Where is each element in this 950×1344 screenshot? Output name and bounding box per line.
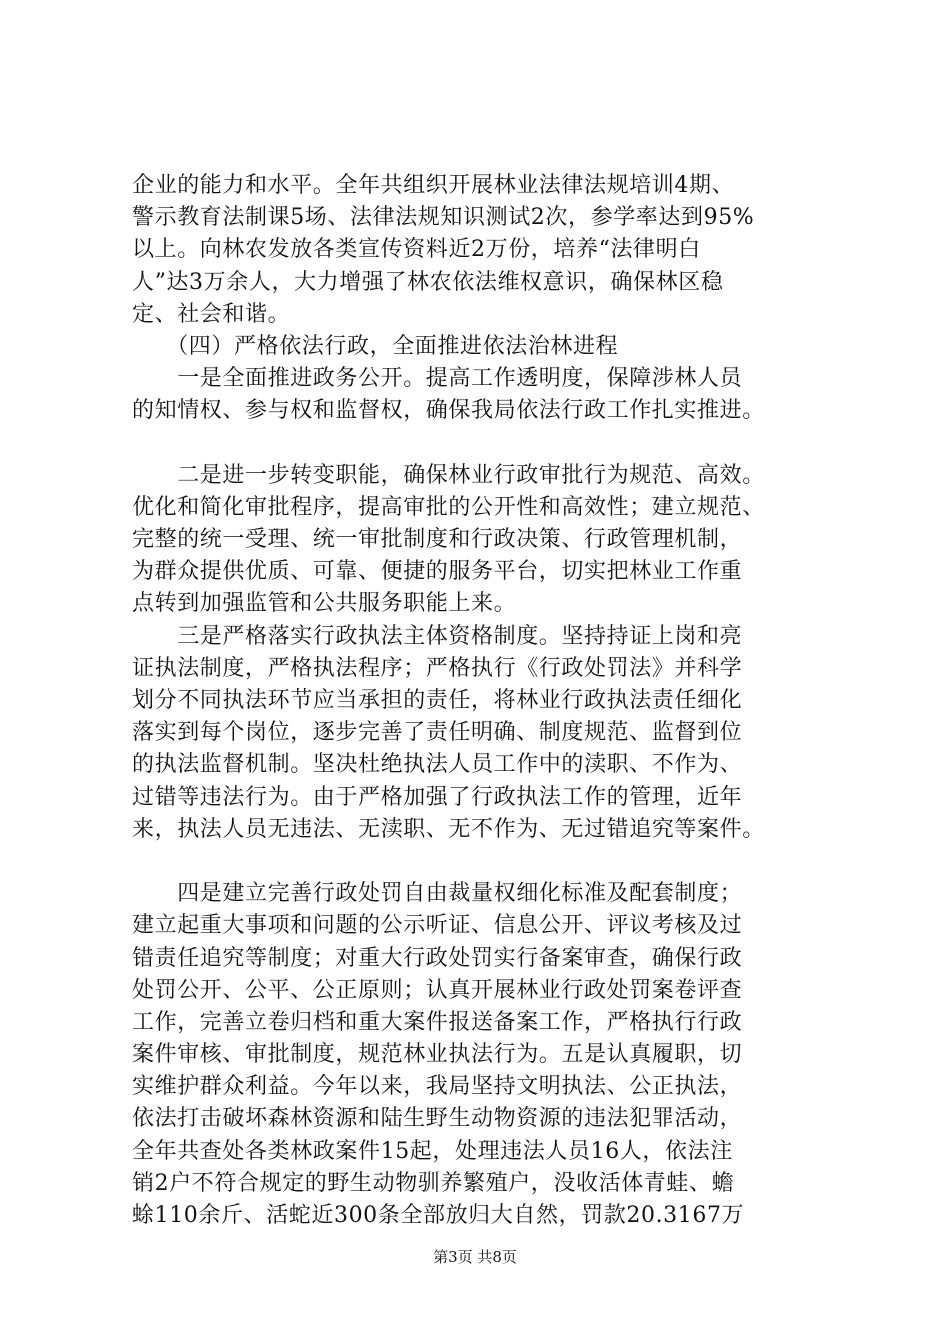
text-line: 完整的统一受理、统一审批制度和行政决策、行政管理机制，: [132, 527, 743, 553]
text-line: 一是全面推进政务公开。提高工作透明度，保障涉林人员: [132, 366, 743, 392]
text-line: 警示教育法制课5场、法律法规知识测试2次，参学率达到95%: [132, 205, 755, 231]
text-line: 优化和简化审批程序，提高审批的公开性和高效性；建立规范、: [132, 494, 765, 520]
text-line: 二是进一步转变职能，确保林业行政审批行为规范、高效。: [132, 462, 765, 488]
blank-line: [132, 428, 837, 460]
page-footer: [0, 1247, 950, 1267]
text-line: 错责任追究等制度；对重大行政处罚实行备案审查，确保行政: [132, 945, 743, 971]
text-line: 定、社会和谐。: [132, 301, 291, 327]
text-line: 的知情权、参与权和监督权，确保我局依法行政工作扎实推进。: [132, 398, 765, 424]
text-line: 蜍110余斤、活蛇近300条全部放归大自然，罚款20.3167万: [132, 1203, 745, 1228]
document-body: [132, 170, 837, 1232]
text-line: 依法打击破坏森林资源和陆生野生动物资源的违法犯罪活动，: [132, 1106, 743, 1132]
text-line: 为群众提供优质、可靠、便捷的服务平台，切实把林业工作重: [132, 559, 743, 585]
section-heading: （四）严格依法行政，全面推进依法治林进程: [132, 333, 619, 359]
text-line: 建立起重大事项和问题的公示听证、信息公开、评议考核及过: [132, 913, 743, 939]
text-line: 销2户不符合规定的野生动物驯养繁殖户，没收活体青蛙、蟾: [132, 1170, 735, 1196]
page-number: 第3页 共8页: [433, 1248, 517, 1266]
text-line: 实维护群众利益。今年以来，我局坚持文明执法、公正执法，: [132, 1074, 743, 1100]
text-line: 四是建立完善行政处罚自由裁量权细化标准及配套制度；: [132, 881, 743, 907]
text-line: 的执法监督机制。坚决杜绝执法人员工作中的渎职、不作为、: [132, 752, 743, 778]
text-line: 人”达3万余人，大力增强了林农依法维权意识，确保林区稳: [132, 269, 724, 295]
blank-line: [132, 846, 837, 878]
text-line: 证执法制度，严格执法程序；严格执行《行政处罚法》并科学: [132, 655, 743, 681]
text-line: 点转到加强监管和公共服务职能上来。: [132, 591, 517, 617]
text-line: 工作，完善立卷归档和重大案件报送备案工作，严格执行行政: [132, 1009, 743, 1035]
text-line: 处罚公开、公平、公正原则；认真开展林业行政处罚案卷评查: [132, 977, 743, 1003]
text-line: 划分不同执法环节应当承担的责任，将林业行政执法责任细化: [132, 688, 743, 713]
text-line: 过错等违法行为。由于严格加强了行政执法工作的管理，近年: [132, 784, 743, 810]
text-line: 企业的能力和水平。全年共组织开展林业法律法规培训4期、: [132, 173, 735, 198]
text-line: 案件审核、审批制度，规范林业执法行为。五是认真履职，切: [132, 1042, 743, 1068]
text-line: 来，执法人员无违法、无渎职、无不作为、无过错追究等案件。: [132, 816, 765, 842]
text-line: 以上。向林农发放各类宣传资料近2万份，培养“法律明白: [132, 237, 701, 263]
text-line: 落实到每个岗位，逐步完善了责任明确、制度规范、监督到位: [132, 720, 743, 746]
text-line: 三是严格落实行政执法主体资格制度。坚持持证上岗和亮: [132, 623, 743, 649]
text-line: 全年共查处各类林政案件15起，处理违法人员16人，依法注: [132, 1138, 733, 1164]
